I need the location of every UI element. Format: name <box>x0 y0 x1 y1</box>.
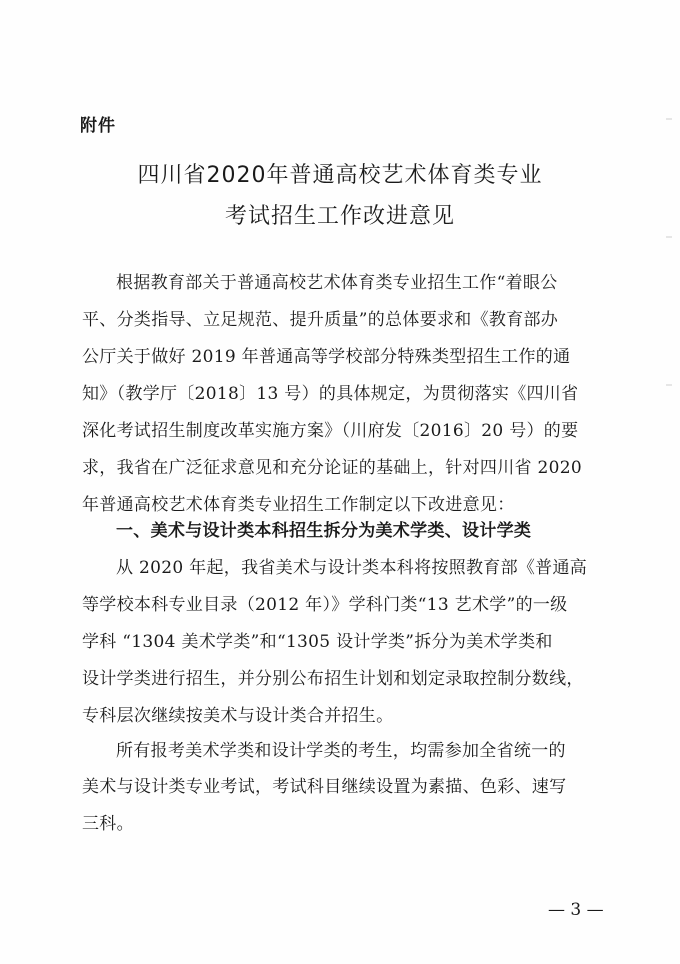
paragraph-2-line-2: 等学校本科专业目录（2012 年）》学科门类“13 艺术学”的一级 <box>82 595 568 615</box>
paragraph-2-line-5: 专科层次继续按美术与设计类合并招生。 <box>82 706 394 726</box>
scan-mark <box>666 236 672 238</box>
page-number: — 3 — <box>548 900 604 920</box>
scan-mark <box>666 118 672 120</box>
paragraph-3-line-2: 美术与设计类专业考试，考试科目继续设置为素描、色彩、速写 <box>82 777 567 797</box>
paragraph-2-line-3: 学科 “1304 美术学类”和“1305 设计学类”拆分为美术学类和 <box>82 632 553 652</box>
paragraph-1-line-5: 深化考试招生制度改革实施方案》（川府发〔2016〕20 号）的要 <box>82 421 579 441</box>
attachment-label: 附件 <box>80 116 116 136</box>
paragraph-3-line-1: 所有报考美术学类和设计学类的考生，均需参加全省统一的 <box>116 741 566 761</box>
paragraph-2-line-1: 从 2020 年起，我省美术与设计类本科将按照教育部《普通高 <box>116 558 588 578</box>
document-title-line-1: 四川省2020年普通高校艺术体育类专业 <box>137 163 543 188</box>
paragraph-3-line-3: 三科。 <box>82 814 134 834</box>
paragraph-2-line-4: 设计学类进行招生，并分别公布招生计划和划定录取控制分数线， <box>82 669 584 689</box>
scan-mark <box>666 384 672 386</box>
paragraph-1-line-2: 平、分类指导、立足规范、提升质量”的总体要求和《教育部办 <box>82 310 559 330</box>
document-title-line-2: 考试招生工作改进意见 <box>224 204 455 229</box>
paragraph-1-line-6: 求，我省在广泛征求意见和充分论证的基础上，针对四川省 2020 <box>82 458 582 478</box>
paragraph-1-line-4: 知》（教学厅〔2018〕13 号）的具体规定，为贯彻落实《四川省 <box>82 384 579 404</box>
section-1-heading: 一、美术与设计类本科招生拆分为美术学类、设计学类 <box>116 521 532 541</box>
paragraph-1-line-7: 年普通高校艺术体育类专业招生工作制定以下改进意见： <box>82 495 515 515</box>
paragraph-1-line-3: 公厅关于做好 2019 年普通高等学校部分特殊类型招生工作的通 <box>82 347 571 367</box>
paragraph-1-line-1: 根据教育部关于普通高校艺术体育类专业招生工作“着眼公 <box>116 273 558 293</box>
